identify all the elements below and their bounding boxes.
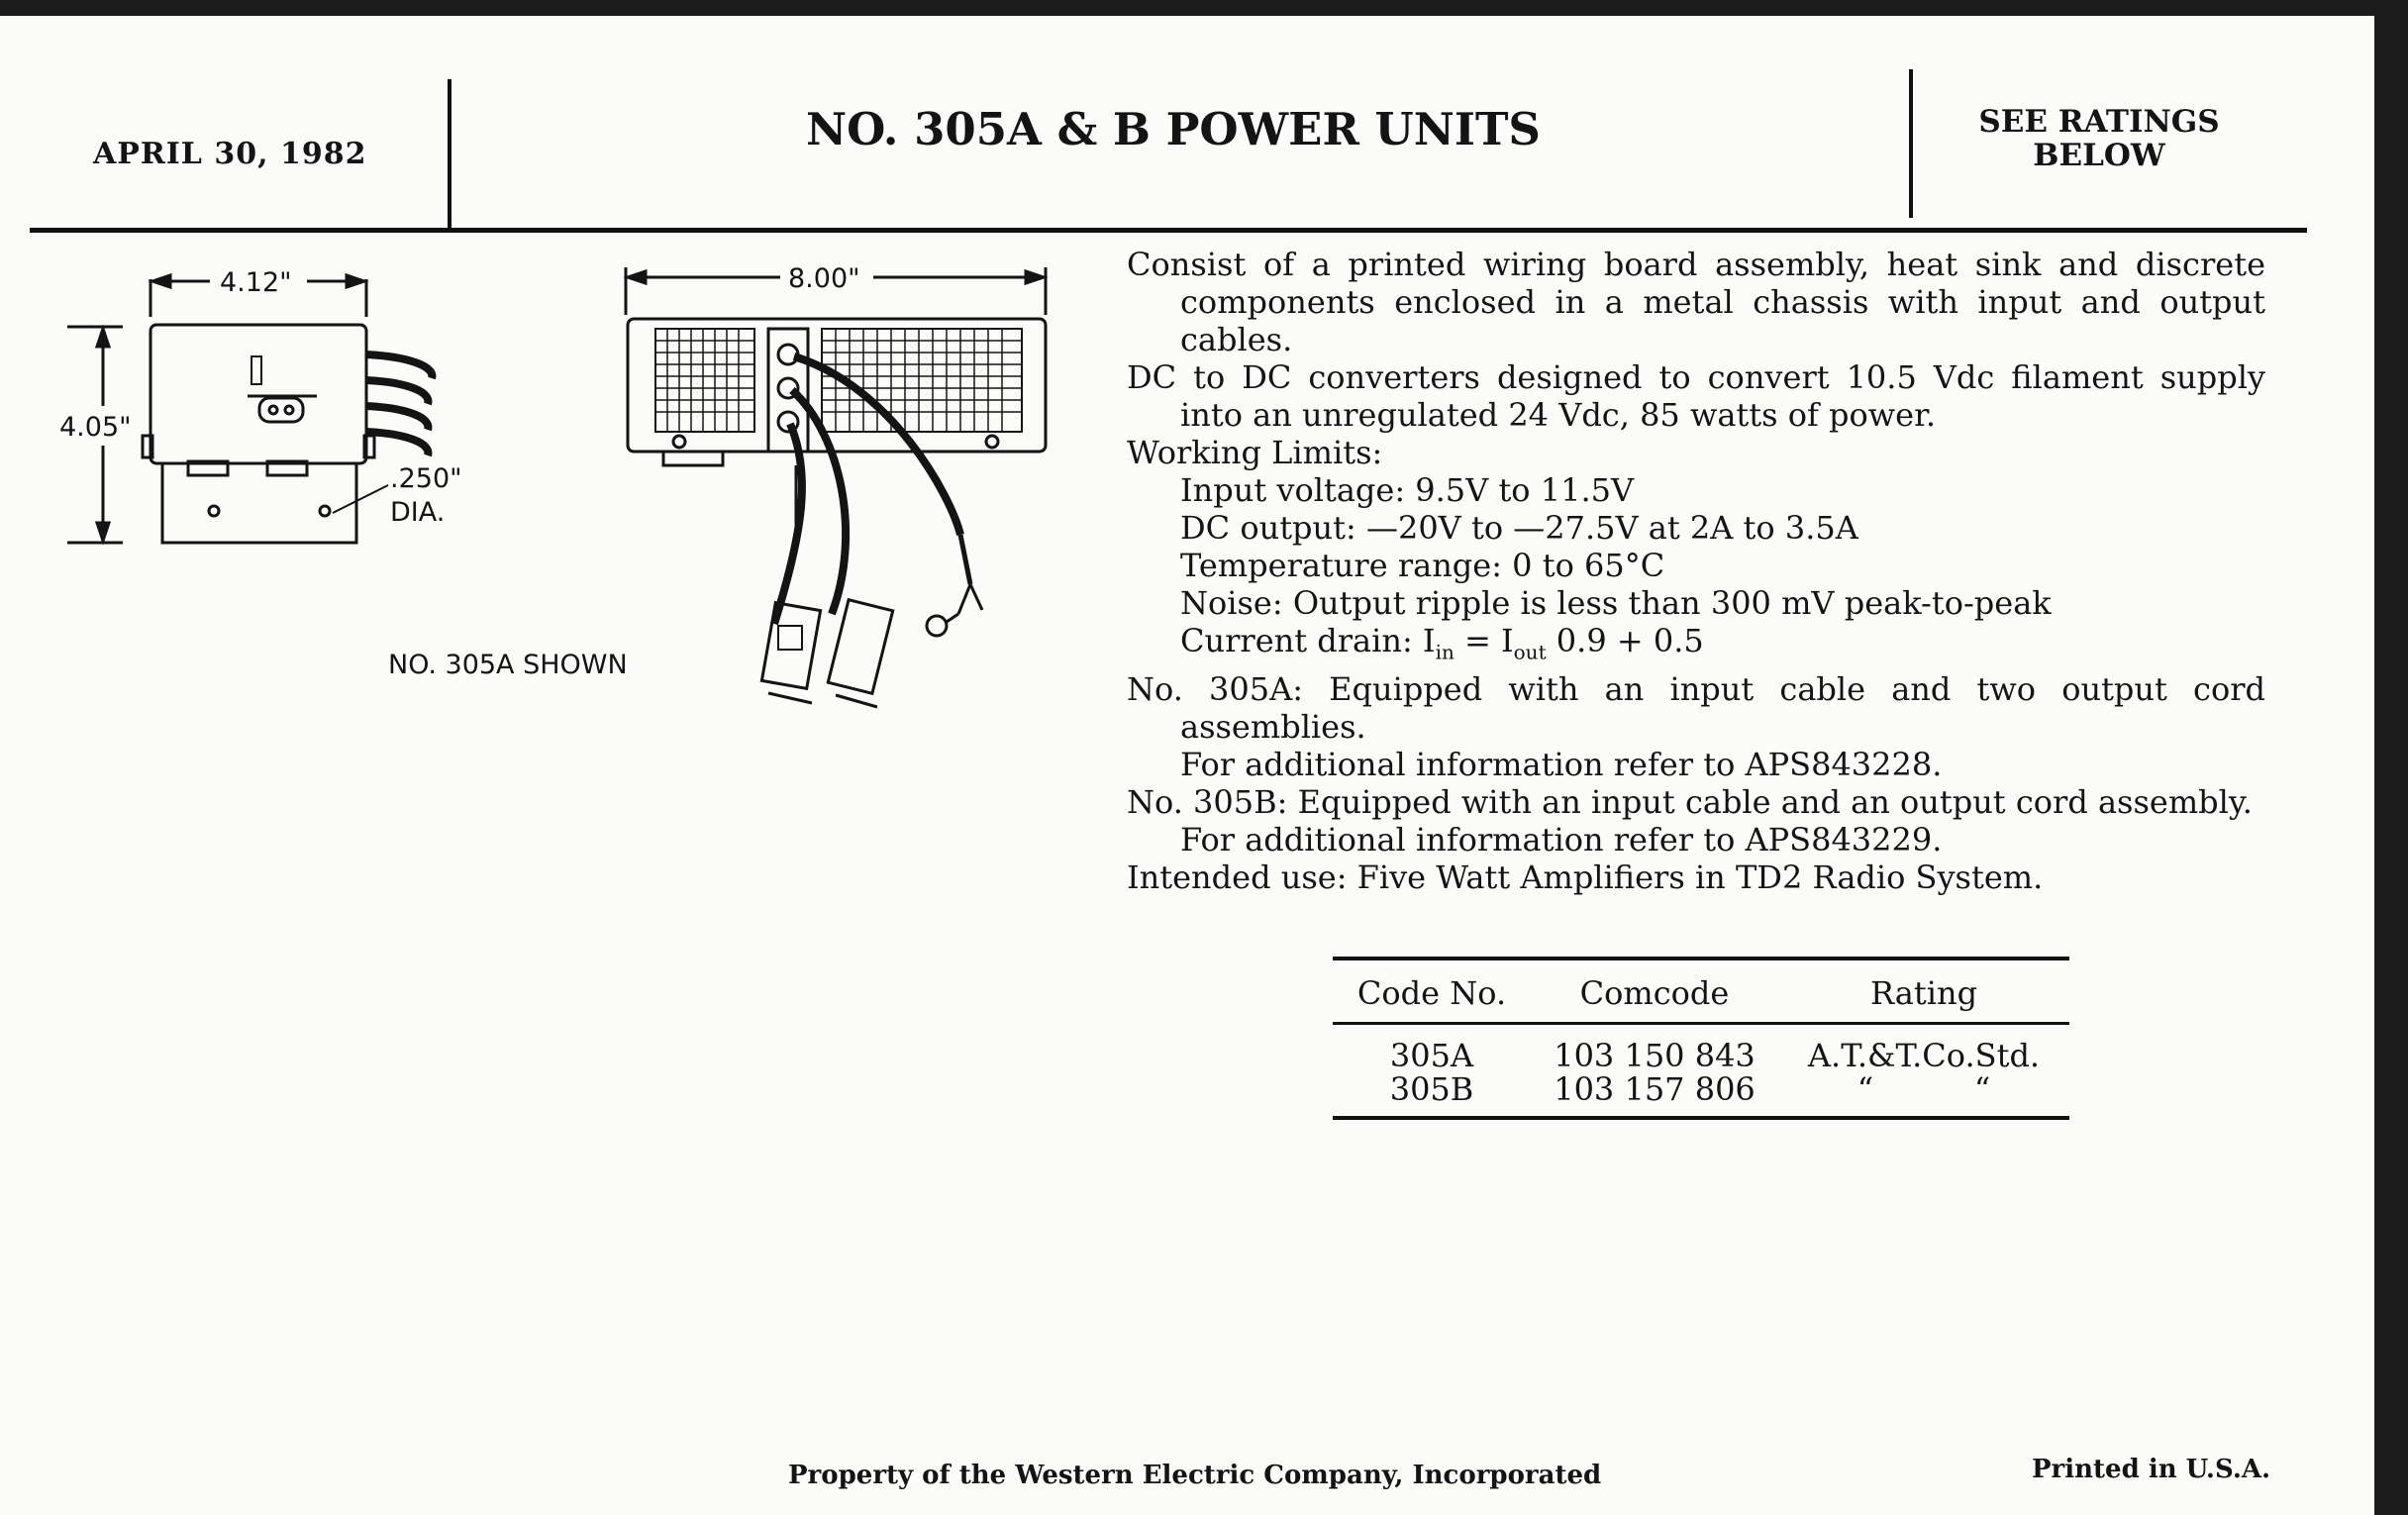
issue-date: APRIL 30, 1982 [93,137,367,171]
ratings-note [1941,105,2258,172]
cell-comcode: 103 157 806 [1554,1070,1756,1108]
dim-width-top: 8.00" [788,263,860,294]
property-notice: Property of the Western Electric Company, Incorporated [788,1461,1602,1490]
cell-code: 305B [1389,1070,1474,1108]
ratings-note-line2: BELOW [2033,138,2165,173]
desc-305a: No. 305A: Equipped with an input cable and two output cord assemblies. [1127,670,2265,747]
header-divider-left [448,79,452,228]
header-rule [30,228,2307,233]
limits-heading: Working Limits: [1127,434,1383,471]
table-row [1333,1039,2069,1072]
limit-dc-output: DC output: —20V to —27.5V at 2A to 3.5A [1180,509,1858,547]
table-body [1333,1025,2069,1116]
ratings-table [1333,957,2069,1120]
header-divider-right [1909,69,1913,218]
col-code-no: Code No. [1356,974,1507,1012]
top-view-dimensions [788,263,860,294]
current-drain-suffix: 0.9 + 0.5 [1546,622,1704,659]
cell-code: 305A [1389,1037,1474,1074]
current-sub-out: out [1513,640,1547,664]
cell-rating: A.T.&T.Co.Std. [1807,1037,2041,1074]
col-rating: Rating [1869,974,1978,1012]
desc-function: DC to DC converters designed to convert 10.5 Vdc filament supply into an unregulated 24 Vdc, 85 watts of power. [1127,358,2265,434]
dim-hole-label: DIA. [390,497,446,528]
dim-hole-size: .250" [390,463,462,494]
ratings-note-line1: SEE RATINGS [1978,104,2220,140]
cell-comcode: 103 150 843 [1554,1037,1756,1074]
table-row [1333,1072,2069,1106]
table-rule-bottom [1333,1116,2069,1120]
front-view [67,275,432,543]
current-sub-in: in [1435,640,1455,664]
printed-notice: Printed in U.S.A. [2032,1455,2271,1484]
col-comcode: Comcode [1579,974,1730,1012]
desc-construction: Consist of a printed wiring board assembly, heat sink and discrete components enclosed in a metal chassis with input and output cables. [1127,246,2265,358]
current-drain-mid: = I [1454,622,1514,659]
drawing-caption: NO. 305A SHOWN [388,650,628,680]
dim-width-front: 4.12" [220,267,292,298]
limit-current-drain [1127,622,2265,670]
table-header [1333,960,2069,1022]
scan-edge-top [0,0,2408,16]
limit-noise: Noise: Output ripple is less than 300 mV peak-to-peak [1180,584,2052,622]
limit-input-voltage: Input voltage: 9.5V to 11.5V [1180,471,1635,509]
page-title: NO. 305A & B POWER UNITS [806,103,1541,155]
desc-305b: No. 305B: Equipped with an input cable and an output cord assembly. [1127,783,2253,822]
dim-height: 4.05" [59,412,132,443]
info-305b: For additional information refer to APS843229. [1180,821,1943,859]
cell-rating: “ “ [1856,1070,1991,1108]
info-305a: For additional information refer to APS843228. [1180,746,1943,784]
current-drain-prefix: Current drain: I [1180,622,1436,659]
limit-temperature: Temperature range: 0 to 65°C [1180,547,1665,584]
intended-use: Intended use: Five Watt Amplifiers in TD2 Radio System. [1127,858,2044,897]
top-view [626,267,1046,707]
description [1127,246,2265,896]
scan-edge-right [2374,0,2408,1515]
